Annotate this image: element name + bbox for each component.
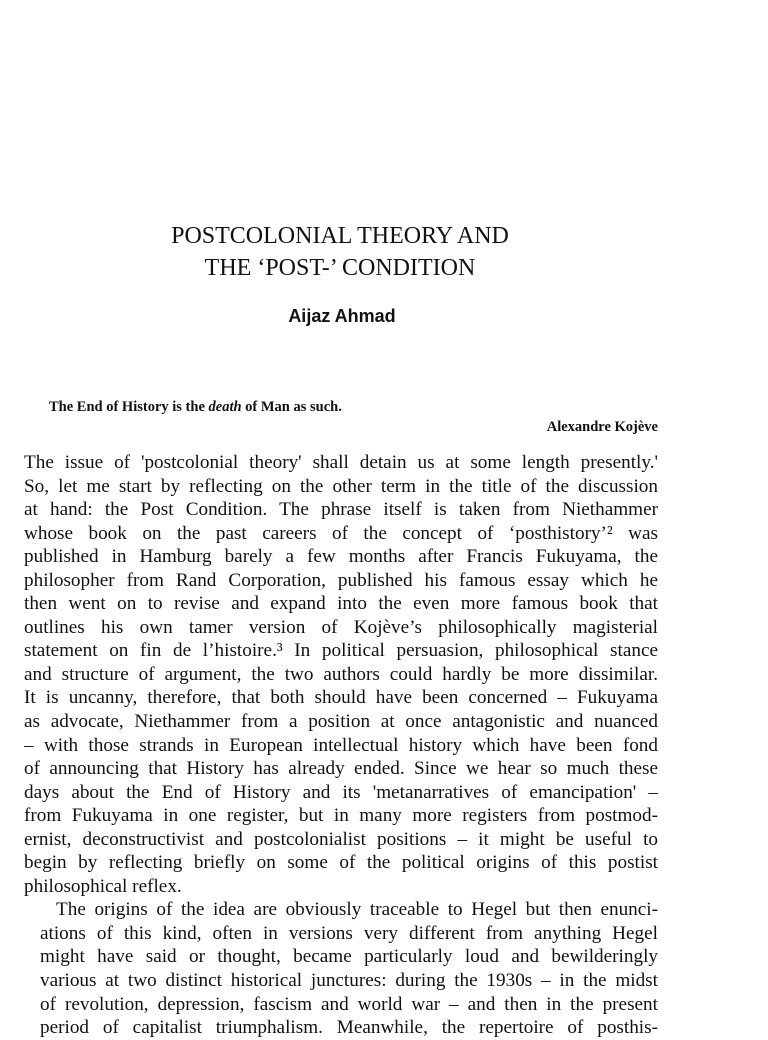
paragraph-line: then went on to revise and expand into the even more famous book that [24, 593, 658, 615]
paragraph-line: ations of this kind, often in versions very different from anything Hegel [40, 922, 658, 944]
epigraph-text-after: of Man as such. [241, 399, 342, 415]
paragraph-line: – with those strands in European intellectual history which have been fond [24, 734, 658, 756]
author-name: Aijaz Ahmad [288, 306, 396, 326]
epigraph-text-before: The End of History is the [49, 399, 209, 415]
paragraph-line: whose book on the past careers of the concept of ‘posthistory’² was [24, 522, 658, 544]
paragraph-line: It is uncanny, therefore, that both should have been concerned – Fukuyama [24, 687, 658, 709]
paragraph-line: might have said or thought, became particularly loud and bewilderingly [40, 946, 658, 968]
article-title [0, 220, 680, 284]
paragraph-line: begin by reflecting briefly on some of the political origins of this postist [24, 852, 658, 874]
paragraph-line: as advocate, Niethammer from a position at once antagonistic and nuanced [24, 711, 658, 733]
paragraph-line: outlines his own tamer version of Kojève’s philosophically magisterial [24, 616, 658, 638]
paragraph-line: from Fukuyama in one register, but in many more registers from postmod- [24, 805, 658, 827]
paragraph-line: period of capitalist triumphalism. Meanwhile, the repertoire of posthis- [40, 1017, 658, 1039]
paragraph-line: philosopher from Rand Corporation, published his famous essay which he [24, 569, 658, 591]
article-title-line-2: THE ‘POST-’ CONDITION [204, 255, 476, 281]
paragraph-line: of announcing that History has already ended. Since we hear so much these [24, 758, 658, 780]
paragraph-line: various at two distinct historical junctures: during the 1930s – in the midst [40, 970, 658, 992]
paragraph-line: philosophical reflex. [24, 875, 182, 897]
paragraph-line: days about the End of History and its 'metanarratives of emancipation' – [24, 781, 658, 803]
epigraph-text-italic: death [208, 399, 242, 415]
article-title-line-1: POSTCOLONIAL THEORY AND [171, 223, 509, 249]
paragraph-line: So, let me start by reflecting on the other term in the title of the discussion [24, 475, 658, 497]
paragraph-line: published in Hamburg barely a few months after Francis Fukuyama, the [24, 546, 658, 568]
body-text [24, 451, 658, 1040]
paragraph-line: of revolution, depression, fascism and world war – and then in the present [40, 993, 658, 1015]
paragraph-line: statement on fin de l’histoire.³ In political persuasion, philosophical stance [24, 640, 658, 662]
paragraph-2 [24, 898, 658, 1039]
paragraph-1 [24, 451, 658, 898]
epigraph-quote [49, 399, 342, 416]
paragraph-line: The issue of 'postcolonial theory' shall detain us at some length presently.' [24, 452, 658, 473]
paragraph-line: ernist, deconstructivist and postcolonialist positions – it might be useful to [24, 828, 658, 850]
paragraph-line: and structure of argument, the two authors could hardly be more dissimilar. [24, 663, 658, 685]
epigraph-attribution: Alexandre Kojève [546, 419, 658, 435]
paragraph-line: The origins of the idea are obviously traceable to Hegel but then enunci- [56, 899, 658, 921]
paragraph-line: at hand: the Post Condition. The phrase itself is taken from Niethammer [24, 499, 658, 521]
